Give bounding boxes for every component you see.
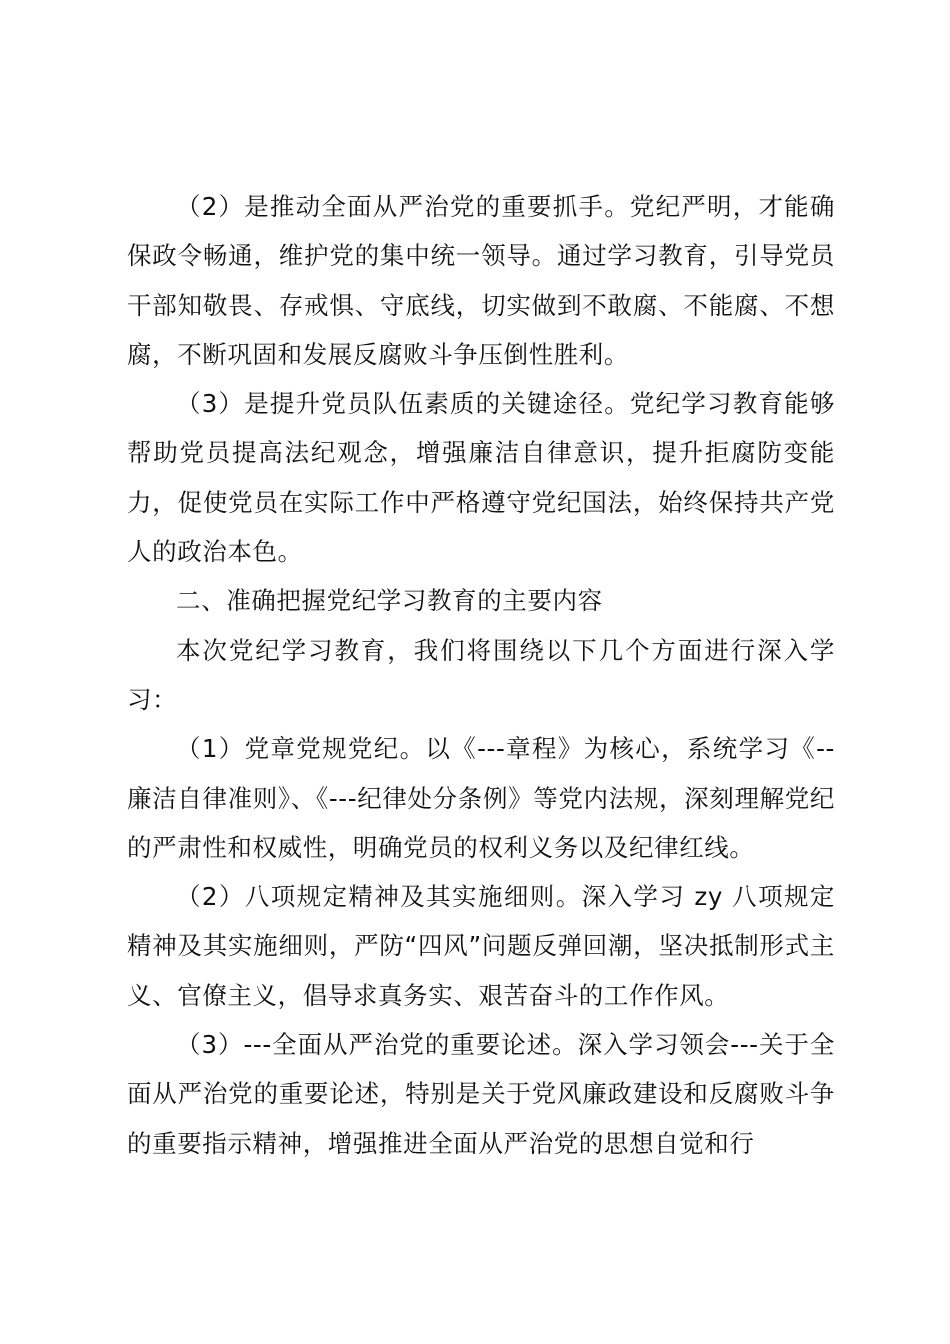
paragraph-role-3: （3）是提升党员队伍素质的关键途径。党纪学习教育能够帮助党员提高法纪观念，增强廉洁自律意识，提升拒腐防变能力，促使党员在实际工作中严格遵守党纪国法，始终保持共产党人的政治本色。 xyxy=(127,389,835,567)
paragraph-content-2: （2）八项规定精神及其实施细则。深入学习 zy 八项规定精神及其实施细则，严防“四风”问题反弹回潮，坚决抵制形式主义、官僚主义，倡导求真务实、艰苦奋斗的工作作风。 xyxy=(127,882,835,1010)
document-body xyxy=(127,182,835,1168)
paragraph-role-2: （2）是推动全面从严治党的重要抓手。党纪严明，才能确保政令畅通，维护党的集中统一领导。通过学习教育，引导党员干部知敬畏、存戒惧、守底线，切实做到不敢腐、不能腐、不想腐，不断巩固和发展反腐败斗争压倒性胜利。 xyxy=(127,192,835,369)
paragraph-content-1: （1）党章党规党纪。以《---章程》为核心，系统学习《--廉洁自律准则》、《---纪律处分条例》等党内法规，深刻理解党纪的严肃性和权威性，明确党员的权利义务以及纪律红线。 xyxy=(127,734,835,862)
paragraph-intro: 本次党纪学习教育，我们将围绕以下几个方面进行深入学习： xyxy=(127,635,835,714)
paragraph-content-3: （3）---全面从严治党的重要论述。深入学习领会---关于全面从严治党的重要论述，特别是关于党风廉政建设和反腐败斗争的重要指示精神，增强推进全面从严治党的思想自觉和行 xyxy=(127,1030,835,1158)
section-heading-2: 二、准确把握党纪学习教育的主要内容 xyxy=(176,586,603,616)
